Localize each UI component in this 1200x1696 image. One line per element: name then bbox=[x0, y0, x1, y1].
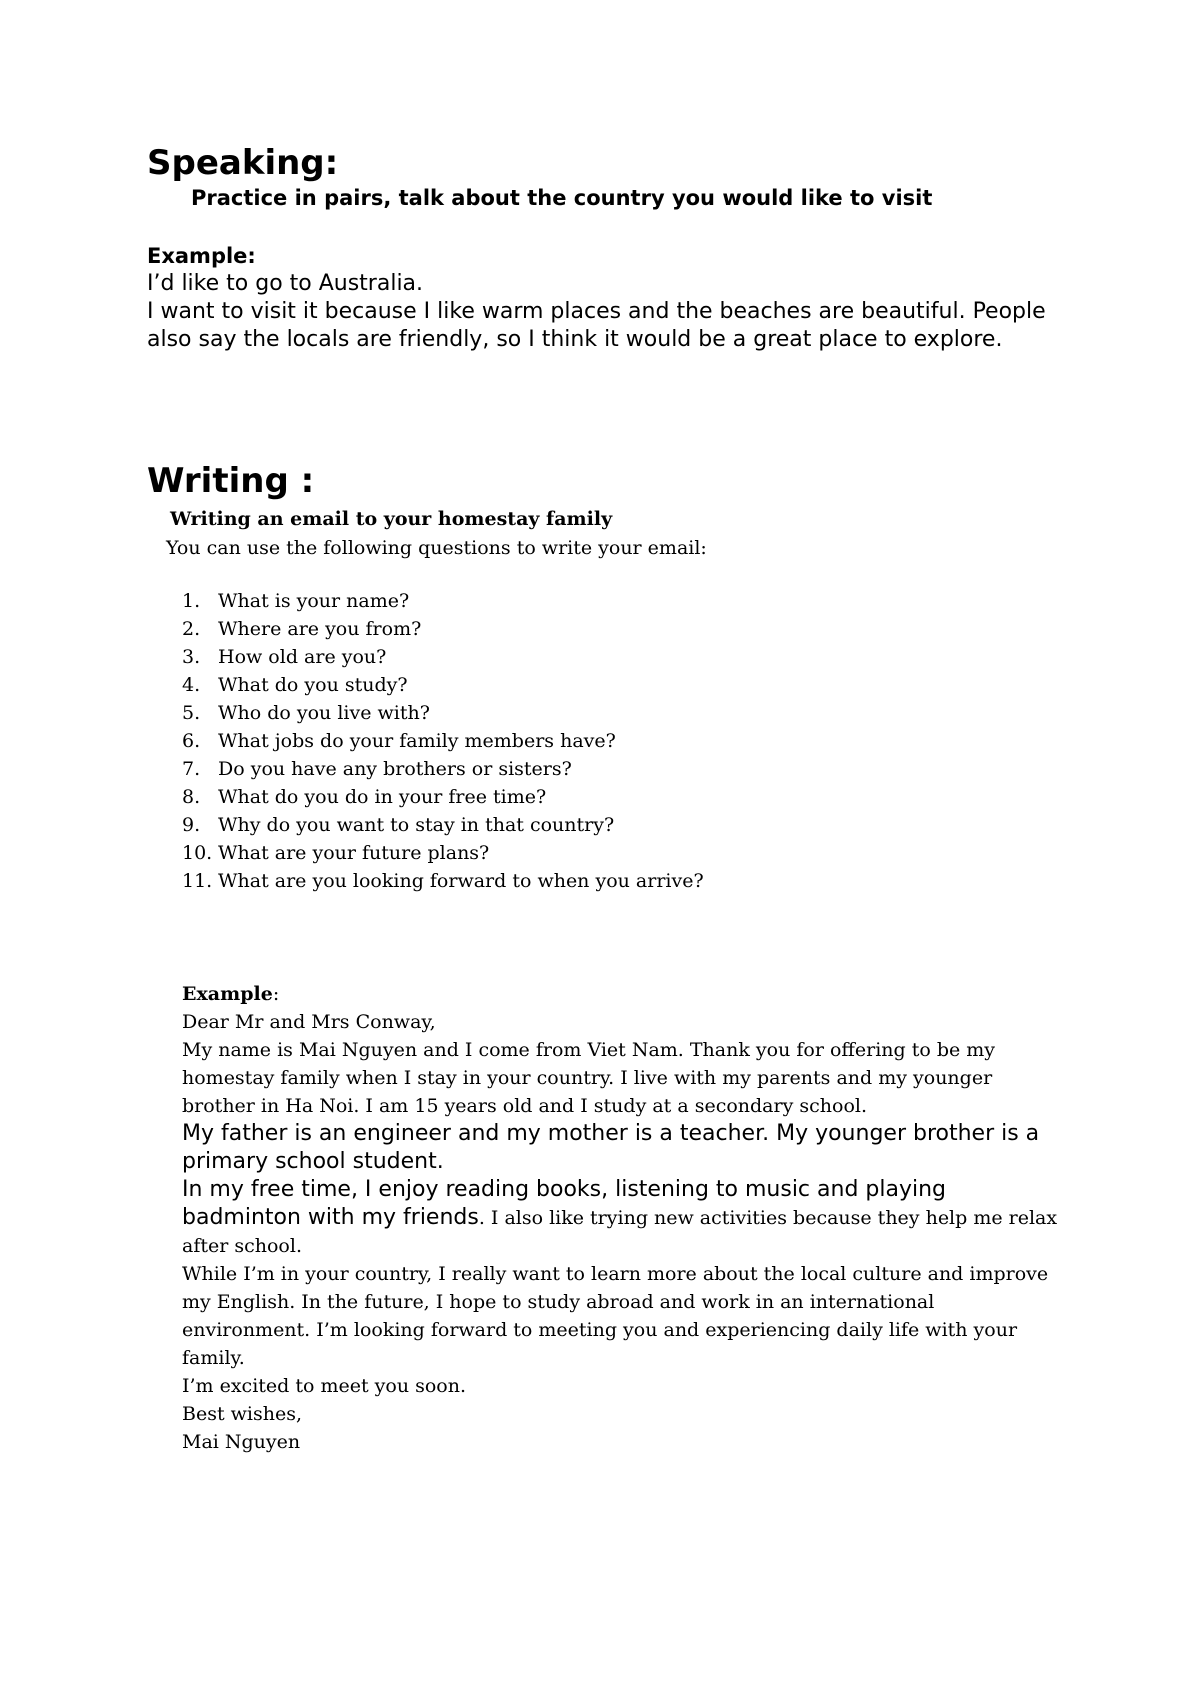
list-item bbox=[182, 671, 704, 699]
hobbies-highlight: In my free time, I enjoy reading books, listening to music and playing badminton with my friends bbox=[182, 1177, 947, 1230]
email-paragraph-plans: While I’m in your country, I really want to learn more about the local culture and improve my English. In the future, I hope to study abroad and work in an international environment. I’m looking forward to meeting you and experiencing daily life with your family. bbox=[182, 1263, 1049, 1369]
speaking-example-label: Example: bbox=[147, 244, 256, 268]
example-label-colon: : bbox=[272, 983, 280, 1005]
email-closing-line: I’m excited to meet you soon. bbox=[182, 1375, 467, 1397]
question-text: What jobs do your family members have? bbox=[218, 730, 616, 752]
email-signature: Mai Nguyen bbox=[182, 1431, 301, 1453]
question-text: Why do you want to stay in that country? bbox=[218, 814, 615, 836]
list-item bbox=[182, 587, 704, 615]
email-sign-off: Best wishes, bbox=[182, 1403, 302, 1425]
speaking-instruction: Practice in pairs, talk about the country you would like to visit bbox=[191, 186, 933, 210]
list-number: 9. bbox=[182, 814, 201, 836]
email-greeting: Dear Mr and Mrs Conway, bbox=[182, 1011, 436, 1033]
question-text: What are your future plans? bbox=[218, 842, 490, 864]
speaking-example-text bbox=[147, 270, 1077, 354]
email-example-label bbox=[182, 980, 1062, 1008]
email-paragraph-hobbies bbox=[182, 1176, 1062, 1260]
question-text: How old are you? bbox=[218, 646, 387, 668]
list-number: 10. bbox=[182, 842, 213, 864]
list-item bbox=[182, 867, 704, 895]
list-item bbox=[182, 643, 704, 671]
list-item bbox=[182, 783, 704, 811]
question-list bbox=[182, 587, 704, 895]
writing-task-title: Writing an email to your homestay family bbox=[170, 508, 613, 530]
list-item bbox=[182, 699, 704, 727]
example-label: Example bbox=[182, 983, 273, 1005]
list-number: 6. bbox=[182, 730, 201, 752]
list-number: 11. bbox=[182, 870, 213, 892]
list-item bbox=[182, 727, 704, 755]
question-text: What are you looking forward to when you arrive? bbox=[218, 870, 704, 892]
list-number: 8. bbox=[182, 786, 201, 808]
question-text: What do you do in your free time? bbox=[218, 786, 547, 808]
question-text: Do you have any brothers or sisters? bbox=[218, 758, 572, 780]
question-text: Who do you live with? bbox=[218, 702, 430, 724]
list-number: 4. bbox=[182, 674, 201, 696]
writing-intro: You can use the following questions to write your email: bbox=[166, 537, 707, 559]
list-item bbox=[182, 839, 704, 867]
email-paragraph-intro: My name is Mai Nguyen and I come from Viet Nam. Thank you for offering to be my homestay family when I stay in your country. I live with my parents and my younger brother in Ha Noi. I am 15 years old and I study at a secondary school. bbox=[182, 1039, 996, 1117]
list-number: 3. bbox=[182, 646, 201, 668]
speaking-line: I want to visit it because I like warm places and the beaches are beautiful. People also say the locals are friendly, so I think it would be a great place to explore. bbox=[147, 299, 1046, 352]
question-text: Where are you from? bbox=[218, 618, 422, 640]
question-text: What is your name? bbox=[218, 590, 410, 612]
question-text: What do you study? bbox=[218, 674, 408, 696]
list-number: 7. bbox=[182, 758, 201, 780]
list-item bbox=[182, 811, 704, 839]
speaking-line: I’d like to go to Australia. bbox=[147, 271, 424, 296]
list-number: 5. bbox=[182, 702, 201, 724]
list-item bbox=[182, 615, 704, 643]
hobbies-rest: . I also like trying new activities because they help me relax after school. bbox=[182, 1207, 1058, 1257]
email-paragraph-family: My father is an engineer and my mother is a teacher. My younger brother is a primary school student. bbox=[182, 1121, 1040, 1174]
writing-heading: Writing : bbox=[147, 461, 315, 501]
speaking-heading: Speaking: bbox=[147, 143, 339, 183]
example-email bbox=[182, 980, 1062, 1456]
list-number: 1. bbox=[182, 590, 201, 612]
list-number: 2. bbox=[182, 618, 201, 640]
list-item bbox=[182, 755, 704, 783]
